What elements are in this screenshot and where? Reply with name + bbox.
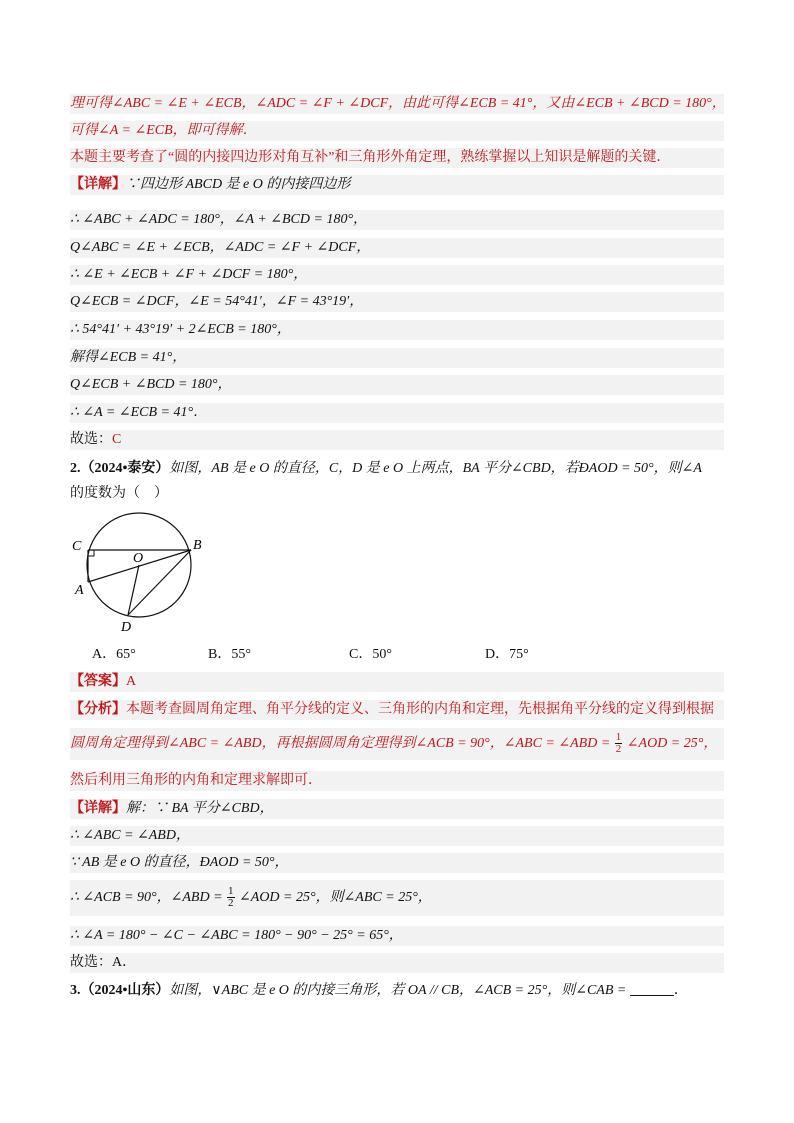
sol1-line-7: ∴ ∠E + ∠ECB + ∠F + ∠DCF = 180°， [70,265,724,285]
q2-option-c: C．50° [349,647,392,662]
sol1-line-11: Q∠ECB + ∠BCD = 180°， [70,375,724,395]
q3-number: 3.（2024•山东） [70,983,170,998]
sol1-line-10: 解得∠ECB = 41°， [70,348,724,368]
q2-stem-line-1: 2.（2024•泰安）如图，AB 是 e O 的直径，C，D 是 e O 上两点，BA 平分∠CBD，若ÐAOD = 50°，则∠A [70,461,702,476]
label-a: A [75,583,84,598]
q2-detail-line-5: ∴ ∠A = 180° − ∠C − ∠ABC = 180° − 90° − 25° = 65°， [70,926,724,946]
label-c: C [72,539,82,554]
segment-od [128,565,139,615]
answer-blank[interactable] [630,981,674,996]
q2-analysis-line-3: 然后利用三角形的内角和定理求解即可． [70,771,724,791]
sol1-line-2: 可得∠A = ∠ECB，即可得解． [70,121,724,141]
q2-option-b: B．55° [208,647,251,662]
q2-answer: 【答案】A [70,672,724,692]
sol1-line-1: 理可得∠ABC = ∠E + ∠ECB，∠ADC = ∠F + ∠DCF，由此可得∠ECB = 41°，又由∠ECB + ∠BCD = 180°， [70,94,724,114]
label-b: B [193,538,202,553]
sol1-line-8: Q∠ECB = ∠DCF，∠E = 54°41′，∠F = 43°19′， [70,292,724,312]
sol1-line-5: ∴ ∠ABC + ∠ADC = 180°，∠A + ∠BCD = 180°， [70,210,724,230]
label-o: O [133,551,144,566]
q2-option-a: A．65° [92,647,136,662]
q2-stem-line-2: 的度数为（ ） [70,486,168,501]
q2-detail-line-4: ∴ ∠ACB = 90°，∠ABD = $\frac{1}{2}$ ∠AOD = 25°，则∠ABC = 25°， [70,880,724,916]
q2-analysis-line-2: 圆周角定理得到∠ABC = ∠ABD，再根据圆周角定理得到∠ACB = 90°，∠ABC = ∠ABD = $\frac{1}{2}$ ∠AOD = 25°， [70,728,724,760]
fraction-half: $\frac{1}{2}$ [615,731,622,756]
q3-stem: 3.（2024•山东）如图，∨ABC 是 e O 的内接三角形，若 OA // CB，∠ACB = 25°，则∠CAB = ． [70,983,688,998]
sol1-line-12: ∴ ∠A = ∠ECB = 41°． [70,403,724,423]
q2-detail-line-3: ∵ AB 是 e O 的直径，ÐAOD = 50°， [70,853,724,873]
sol1-line-6: Q∠ABC = ∠E + ∠ECB，∠ADC = ∠F + ∠DCF， [70,238,724,258]
sol1-detail-line: 【详解】∵四边形 ABCD 是 e O 的内接四边形 [70,175,724,195]
q2-option-d: D．75° [485,647,529,662]
detail-tag: 【详解】 [70,177,126,192]
q2-circle-figure [66,505,216,637]
q2-detail-line-1: 【详解】解：∵ BA 平分∠CBD， [70,799,724,819]
q2-choice: 故选：A． [70,953,724,973]
q2-analysis-line-1: 【分析】本题考查圆周角定理、角平分线的定义、三角形的内角和定理，先根据角平分线的定义得到根据 [70,700,724,720]
q2-detail-line-2: ∴ ∠ABC = ∠ABD， [70,826,724,846]
fraction-half: $\frac{1}{2}$ [228,885,234,910]
label-d: D [121,620,132,635]
sol1-line-3: 本题主要考查了“圆的内接四边形对角互补”和三角形外角定理，熟练掌握以上知识是解题的关键． [70,148,724,168]
sol1-choice: 故选：C [70,430,724,450]
sol1-line-9: ∴ 54°41′ + 43°19′ + 2∠ECB = 180°， [70,320,724,340]
q2-number: 2.（2024•泰安） [70,461,170,476]
